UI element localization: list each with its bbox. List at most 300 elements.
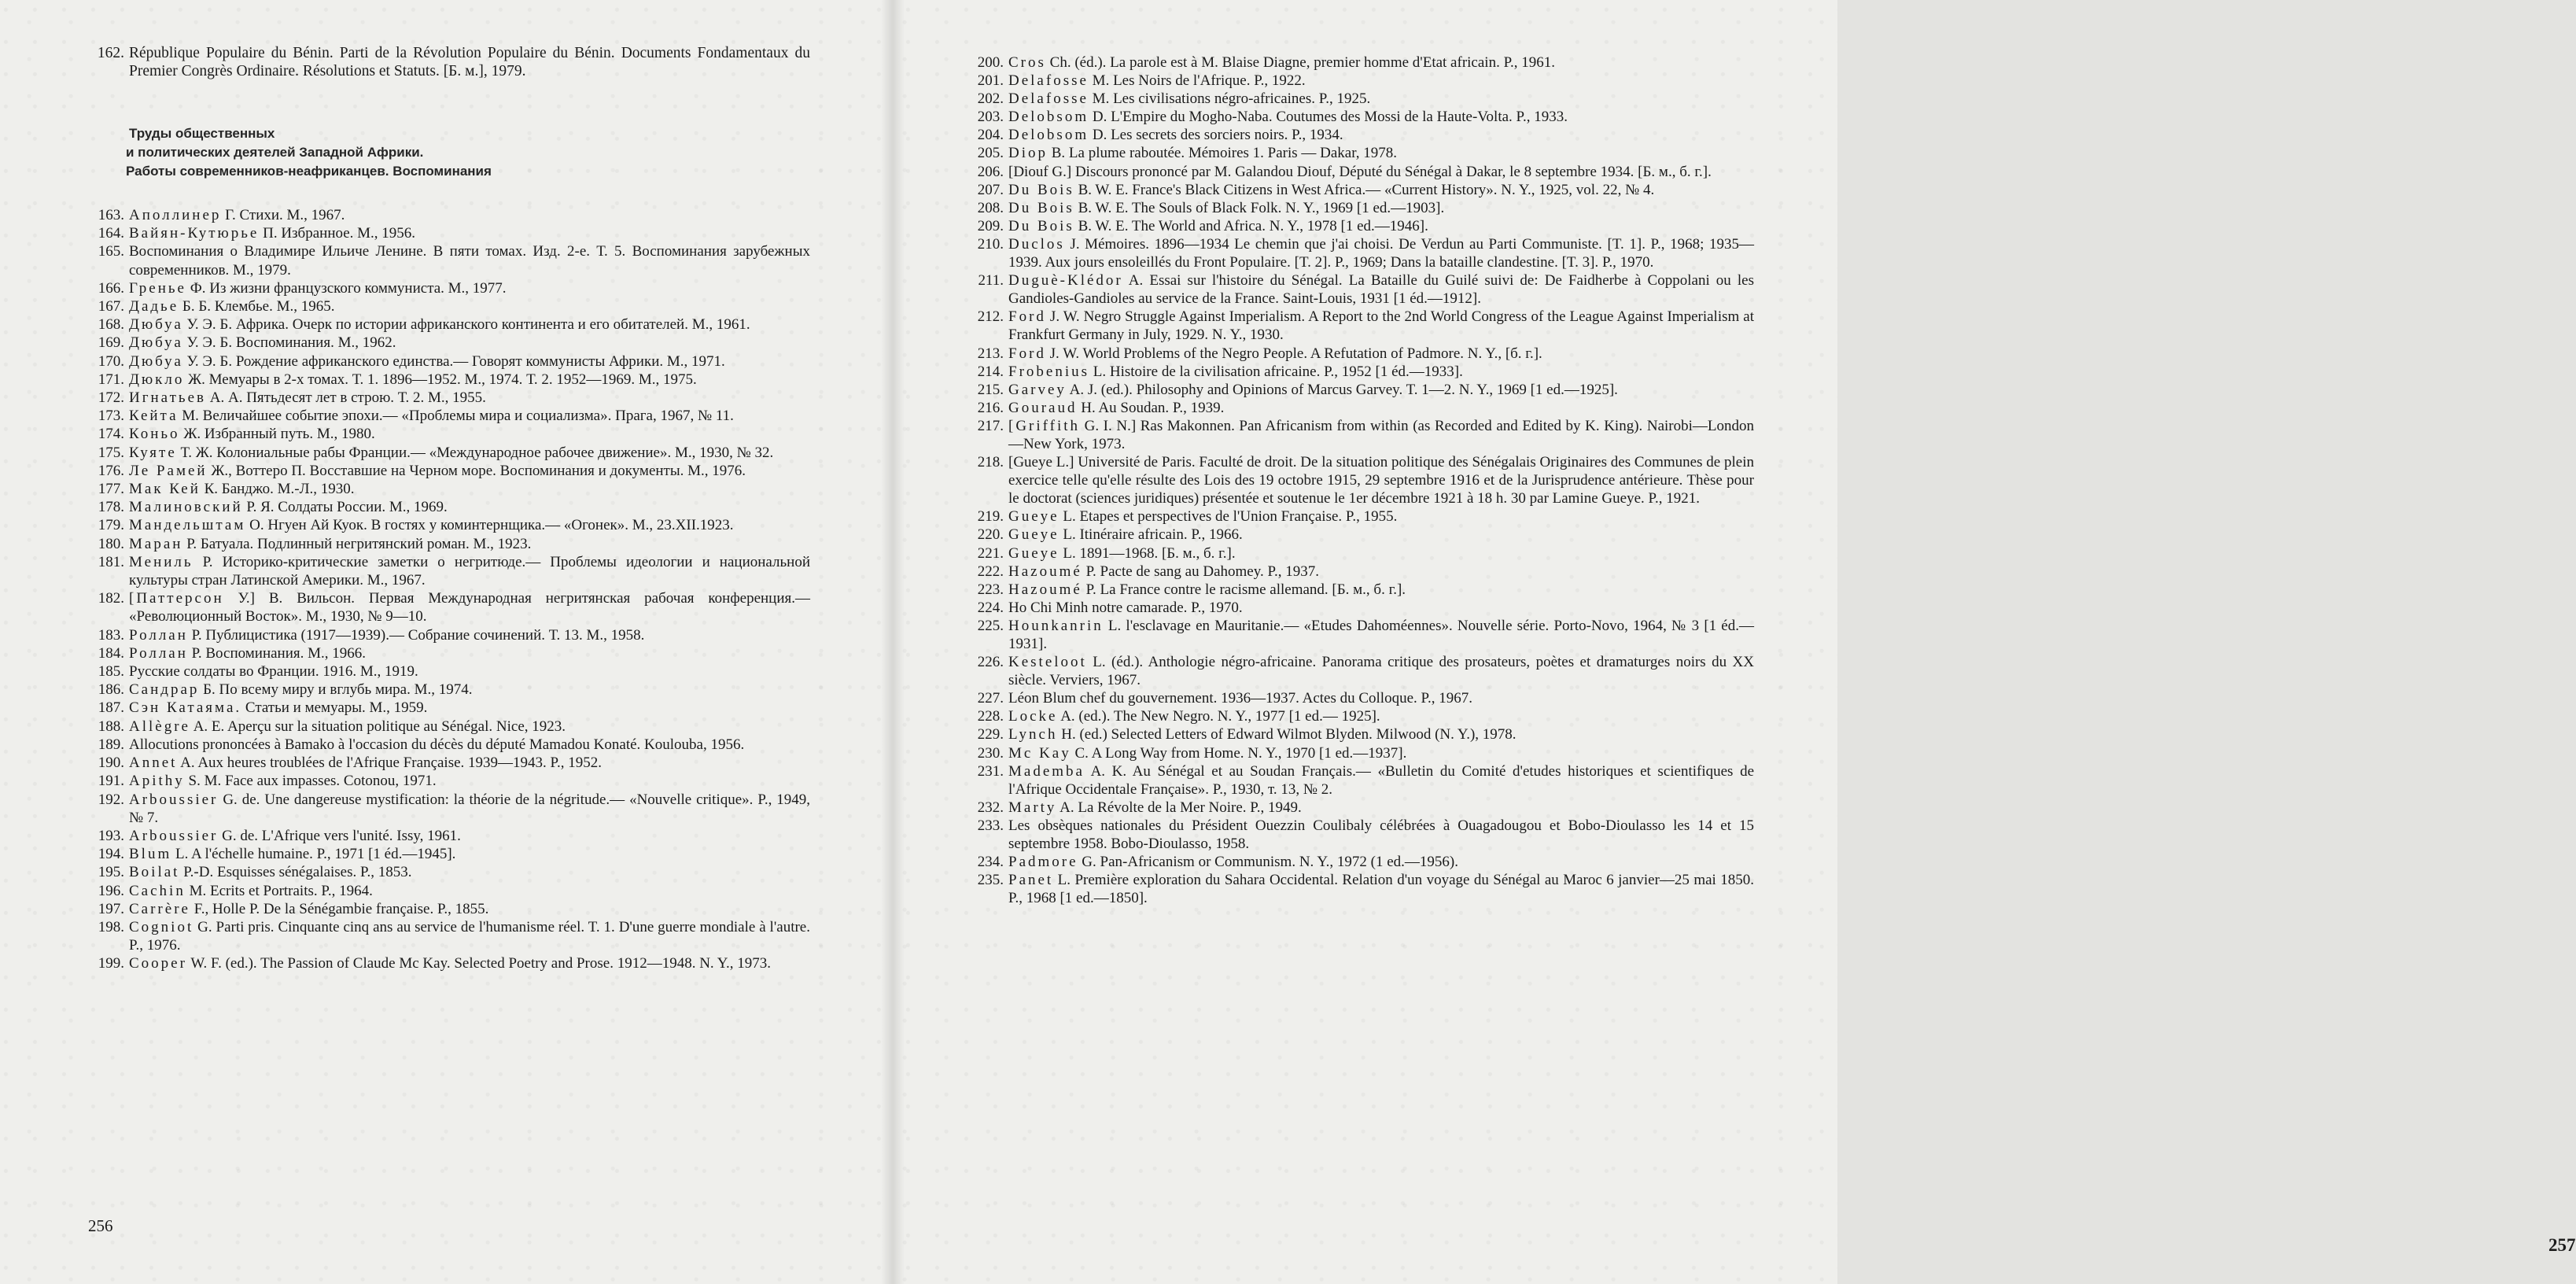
entry-body [129, 626, 810, 644]
entry-body [1008, 271, 1754, 308]
bibliography-entry [967, 308, 1754, 344]
bibliography-entry [88, 863, 810, 881]
entry-text: Воспоминания о Владимире Ильиче Ленине. В пяти томах. Изд. 2-е. Т. 5. Воспоминания зарубежных современников. М., 1979. [129, 243, 810, 279]
entry-author: Роллан [129, 626, 188, 644]
entry-text: D. Les secrets des sorciers noirs. P., 1934. [1092, 127, 1343, 144]
entry-author: Игнатьев [129, 389, 206, 407]
entry-author: Boilat [129, 864, 180, 881]
entry-text: A. E. Aperçu sur la situation politique au Sénégal. Nice, 1923. [193, 718, 566, 735]
entry-text: Статьи и мемуары. М., 1959. [245, 699, 428, 717]
entry-author: Du Bois [1008, 217, 1074, 234]
entry-text: A. Aux heures troublées de l'Afrique Française. 1939—1943. P., 1952. [180, 755, 602, 772]
bibliography-entry [88, 407, 810, 425]
entry-author: Duclos [1008, 235, 1065, 253]
entry-body [129, 224, 810, 242]
entry-text: H. Au Soudan. P., 1939. [1081, 399, 1225, 416]
bibliography-entry [967, 199, 1754, 217]
entry-author: [Паттерсон [129, 590, 224, 607]
entry-text: A. Essai sur l'histoire du Sénégal. La Bataille du Guilé suivi de: De Faidherbe à Coppolani ou les Gandioles-Gandioles au service de la France. Saint-Louis, 1931 [1 éd.—1912]. [1008, 272, 1755, 308]
entry-number: 171. [98, 371, 124, 388]
entry-author: Аполлинер [129, 207, 222, 223]
entry-body [1008, 144, 1754, 162]
entry-author: Гренье [129, 279, 186, 297]
entry-number: 189. [98, 736, 124, 753]
entry-text: G. Pan-Africanism or Communism. N. Y., 1972 (1 ed.—1956). [1082, 854, 1458, 871]
entry-author: Вайян-Кутюрье [129, 225, 260, 242]
entry-body [1008, 707, 1754, 725]
bibliography-entry [967, 108, 1754, 126]
entry-body [1008, 453, 1754, 507]
entry-author: Мак Кей [129, 481, 201, 498]
entry-number: 223. [977, 581, 1004, 598]
entry-body [1008, 581, 1754, 599]
entry-number: 206. [977, 163, 1004, 180]
bibliography-entry [967, 54, 1754, 72]
entry-body [129, 772, 810, 790]
bibliography-entry [967, 235, 1754, 271]
entry-text: [Diouf G.] Discours prononcé par M. Galandou Diouf, Député du Sénégal à Dakar, le 8 septembre 1934. [Б. м., б. г.]. [1008, 163, 1712, 180]
bibliography-entry [88, 827, 810, 845]
entry-body [1008, 217, 1754, 235]
entry-number: 170. [98, 352, 124, 370]
entry-text: P.-D. Esquisses sénégalaises. P., 1853. [183, 864, 412, 881]
entry-text: [Gueye L.] Université de Paris. Faculté de droit. De la situation politique des Sénégalais Originaires des Communes de plein exercice telle qu'elle résulte des Lois des 19 octobre 1915, 29 septembre 1916 et de la Jurisprudence antérieure. Thèse pour le doctorat (sciences juridiques) présentée et soutenue le 1er décembre 1921 à 18 h. 30 par Lamine Gueye. P., 1921. [1008, 454, 1754, 507]
entry-body [129, 589, 810, 625]
entry-author: Garvey [1008, 381, 1067, 398]
entry-number: 230. [977, 744, 1004, 762]
entry-text: П. Избранное. М., 1956. [263, 225, 416, 242]
bibliography-entry [967, 744, 1754, 762]
entry-body [1008, 507, 1754, 526]
entry-body [1008, 526, 1754, 544]
entry-number: 214. [977, 363, 1004, 380]
entry-number: 185. [98, 663, 124, 681]
entry-text: У.] В. Вильсон. Первая Международная негритянская рабочая конференция.— «Революционный Восток». М., 1930, № 9—10. [129, 590, 811, 625]
entry-number: 191. [98, 773, 124, 790]
entry-number: 169. [98, 334, 124, 352]
entry-text: L. (éd.). Anthologie négro-africaine. Panorama critique des prosateurs, poètes et dramaturges noirs du XX siècle. Verviers, 1967. [1008, 654, 1754, 689]
entry-author: Куяте [129, 444, 177, 461]
entry-author: Сэн Катаяма. [129, 699, 242, 717]
bibliography-entry [88, 681, 810, 699]
entry-author: Hazoumé [1008, 563, 1082, 580]
entry-number: 231. [977, 762, 1004, 780]
entry-body [129, 462, 810, 480]
entry-number: 220. [977, 526, 1004, 544]
entry-author: Lynch [1008, 726, 1058, 743]
bibliography-entry [967, 707, 1754, 725]
entry-number: 199. [98, 955, 124, 972]
entry-number: 190. [98, 755, 124, 772]
bibliography-entry [967, 762, 1754, 799]
entry-number: 175. [98, 444, 124, 461]
entry-number: 221. [977, 544, 1004, 562]
bibliography-entry [967, 799, 1754, 817]
bibliography-list [88, 44, 810, 80]
entry-body [1008, 617, 1754, 653]
entry-text: А. А. Пятьдесят лет в строю. Т. 2. М., 1955. [209, 389, 486, 407]
bibliography-entry [967, 381, 1754, 399]
bibliography-entry [967, 544, 1754, 563]
entry-number: 229. [977, 726, 1004, 743]
bibliography-entry [88, 626, 810, 644]
entry-body [1008, 163, 1754, 181]
entry-author: Du Bois [1008, 181, 1074, 198]
entry-author: Коньо [129, 426, 180, 443]
entry-text: Р. Воспоминания. М., 1966. [191, 644, 367, 662]
entry-body [129, 407, 810, 425]
entry-author: Роллан [129, 644, 188, 662]
bibliography-entry [88, 242, 810, 279]
entry-body [129, 791, 810, 827]
entry-text: J. Mémoires. 1896—1934 Le chemin que j'ai choisi. De Verdun au Parti Communiste. [T. 1]. P., 1968; 1935—1939. Aux jours ensoleillés du Front Populaire. [T. 2]. P., 1969; Dans la bataille clandestine. [T. 3]. P., 1970. [1008, 235, 1755, 271]
entry-text: S. M. Face aux impasses. Cotonou, 1971. [188, 773, 437, 790]
entry-body [1008, 181, 1754, 199]
entry-text: Ch. (éd.). La parole est à M. Blaise Diagne, premier homme d'Etat africain. P., 1961. [1049, 54, 1556, 71]
bibliography-entry [967, 599, 1754, 617]
bibliography-list [88, 206, 810, 973]
entry-number: 216. [977, 399, 1004, 416]
entry-text: G. Parti pris. Cinquante cinq ans au service de l'humanisme réel. T. 1. D'une guerre mondiale à l'autre. P., 1976. [129, 918, 810, 954]
entry-text: L. 1891—1968. [Б. м., б. г.]. [1063, 544, 1236, 562]
entry-author: Gueye [1008, 508, 1060, 526]
book-gutter [881, 0, 905, 1284]
entry-text: Р. Я. Солдаты России. М., 1969. [246, 499, 448, 516]
entry-body [129, 644, 810, 662]
entry-text: К. Банджо. М.-Л., 1930. [204, 481, 355, 498]
entry-text: Т. Ж. Колониальные рабы Франции.— «Международное рабочее движение». М., 1930, № 32. [180, 444, 774, 461]
entry-text: L. Histoire de la civilisation africaine. P., 1952 [1 éd.—1933]. [1093, 363, 1463, 380]
entry-body [129, 662, 810, 681]
right-page [905, 0, 2576, 1284]
entry-text: Ho Chi Minh notre camarade. P., 1970. [1008, 599, 1243, 616]
entry-author: Delobsom [1008, 109, 1089, 126]
entry-author: Annet [129, 755, 178, 772]
entry-number: 178. [98, 499, 124, 516]
bibliography-entry [967, 817, 1754, 853]
entry-body [1008, 199, 1754, 217]
bibliography-entry [967, 653, 1754, 689]
entry-number: 213. [977, 345, 1004, 362]
entry-number: 163. [98, 207, 124, 223]
entry-text: L. A l'échelle humaine. P., 1971 [1 éd.—1945]. [175, 846, 456, 863]
entry-number: 196. [98, 882, 124, 899]
entry-author: Marty [1008, 799, 1057, 816]
entry-text: B. W. E. The World and Africa. N. Y., 1978 [1 ed.—1946]. [1078, 217, 1428, 234]
bibliography-entry [88, 315, 810, 334]
entry-number: 232. [977, 799, 1004, 816]
bibliography-entry [88, 44, 810, 80]
entry-body [1008, 345, 1754, 363]
bibliography-entry [88, 845, 810, 863]
entry-number: 168. [98, 316, 124, 334]
entry-number: 212. [977, 308, 1004, 326]
entry-number: 215. [977, 381, 1004, 398]
entry-body [1008, 599, 1754, 617]
section-heading-line: и политических деятелей Западной Африки. [126, 145, 424, 160]
entry-text: A. (ed.). The New Negro. N. Y., 1977 [1 ed.— 1925]. [1060, 708, 1380, 725]
entry-body [1008, 563, 1754, 581]
entry-number: 164. [98, 225, 124, 242]
entry-number: 188. [98, 718, 124, 735]
entry-number: 217. [977, 417, 1004, 434]
bibliography-entry [967, 217, 1754, 235]
entry-text: L. l'esclavage en Mauritanie.— «Etudes Dahoméennes». Nouvelle série. Porto-Novo, 1964, № 3 [1 éd.—1931]. [1008, 617, 1754, 652]
bibliography-entry [88, 371, 810, 389]
entry-text: L. Itinéraire africain. P., 1966. [1063, 526, 1243, 544]
entry-body [1008, 689, 1754, 707]
entry-body [129, 444, 810, 462]
entry-number: 194. [98, 846, 124, 863]
entry-body [1008, 871, 1754, 907]
entry-text: У. Э. Б. Воспоминания. М., 1962. [186, 334, 396, 352]
entry-text: W. F. (ed.). The Passion of Claude Mc Kay. Selected Poetry and Prose. 1912—1948. N. Y., 1973. [190, 955, 771, 972]
bibliography-entry [967, 72, 1754, 90]
entry-author: Arboussier [129, 791, 219, 808]
entry-number: 165. [98, 243, 124, 260]
entry-number: 172. [98, 389, 124, 407]
entry-number: 222. [977, 563, 1004, 580]
entry-number: 180. [98, 535, 124, 552]
entry-number: 162. [97, 45, 124, 61]
entry-body [129, 699, 810, 717]
bibliography-entry [967, 163, 1754, 181]
entry-body [1008, 235, 1754, 271]
entry-number: 166. [98, 279, 124, 297]
entry-author: Kesteloot [1008, 654, 1087, 671]
bibliography-entry [88, 352, 810, 371]
bibliography-entry [88, 644, 810, 662]
bibliography-entry [88, 589, 810, 625]
entry-body [1008, 399, 1754, 417]
bibliography-entry [88, 224, 810, 242]
entry-text: Les obsèques nationales du Président Ouezzin Coulibaly célébrées à Ouagadougou et Bobo-Dioulasso les 14 et 15 septembre 1958. Bobo-Dioulasso, 1958. [1008, 817, 1754, 853]
entry-body [129, 918, 810, 954]
entry-author: Arboussier [129, 827, 219, 844]
entry-text: D. L'Empire du Mogho-Naba. Coutumes des Mossi de la Haute-Volta. P., 1933. [1092, 109, 1568, 126]
entry-body [129, 480, 810, 498]
entry-number: 226. [977, 654, 1004, 671]
bibliography-entry [88, 480, 810, 498]
entry-body [129, 954, 810, 972]
entry-number: 182. [98, 590, 124, 607]
entry-body [129, 553, 810, 589]
entry-text: Ж. Избранный путь. М., 1980. [183, 426, 375, 443]
entry-author: Locke [1008, 708, 1058, 725]
bibliography-entry [88, 425, 810, 443]
bibliography-entry [967, 271, 1754, 308]
entry-body [129, 371, 810, 389]
entry-body [129, 516, 810, 534]
entry-number: 227. [977, 690, 1004, 707]
bibliography-entry [88, 954, 810, 972]
entry-body [1008, 308, 1754, 344]
entry-body [1008, 72, 1754, 90]
entry-body [129, 827, 810, 845]
entry-body [129, 736, 810, 754]
entry-body [1008, 725, 1754, 743]
entry-text: A. K. Au Sénégal et au Soudan Français.— «Bulletin du Comité d'etudes historiques et scientifiques de l'Afrique Occidentale Française». P., 1930, т. 13, № 2. [1008, 762, 1754, 798]
bibliography-entry [88, 444, 810, 462]
entry-number: 235. [977, 872, 1004, 889]
entry-author: Allègre [129, 718, 190, 735]
bibliography-entry [967, 363, 1754, 381]
entry-body [1008, 108, 1754, 126]
entry-body [129, 352, 810, 371]
entry-number: 197. [98, 900, 124, 917]
bibliography-entry [967, 181, 1754, 199]
entry-text: У. Э. Б. Африка. Очерк по истории африканского континента и его обитателей. М., 1961. [186, 316, 750, 334]
entry-number: 198. [98, 918, 124, 935]
bibliography-entry [88, 462, 810, 480]
entry-text: Ф. Из жизни французского коммуниста. М., 1977. [190, 279, 507, 297]
bibliography-entry [88, 206, 810, 224]
entry-text: Léon Blum chef du gouvernement. 1936—1937. Actes du Colloque. P., 1967. [1008, 690, 1472, 707]
entry-number: 219. [977, 508, 1004, 526]
entry-author: Ford [1008, 345, 1046, 362]
entry-text: Р. Публицистика (1917—1939).— Собрание сочинений. Т. 13. М., 1958. [191, 626, 645, 644]
bibliography-entry [88, 900, 810, 918]
bibliography-entry [88, 389, 810, 407]
entry-body [129, 882, 810, 900]
entry-body [129, 863, 810, 881]
entry-number: 183. [98, 626, 124, 644]
entry-body [1008, 817, 1754, 853]
entry-author: Carrère [129, 900, 190, 917]
entry-number: 181. [98, 553, 124, 570]
entry-body [1008, 762, 1754, 799]
entry-author: Gueye [1008, 544, 1060, 562]
bibliography-entry [967, 526, 1754, 544]
entry-body [1008, 363, 1754, 381]
entry-body [129, 845, 810, 863]
entry-text: Б. Б. Клембье. М., 1965. [182, 298, 335, 315]
entry-number: 204. [977, 127, 1004, 144]
entry-author: Delobsom [1008, 127, 1089, 144]
entry-text: Р. Батуала. Подлинный негритянский роман. М., 1923. [186, 535, 532, 552]
entry-number: 201. [977, 72, 1004, 90]
entry-number: 184. [98, 644, 124, 662]
entry-author: Padmore [1008, 854, 1078, 871]
bibliography-entry [967, 617, 1754, 653]
entry-text: A. J. (ed.). Philosophy and Opinions of Marcus Garvey. T. 1—2. N. Y., 1969 [1 ed.—1925]. [1069, 381, 1618, 398]
entry-text: У. Э. Б. Рождение африканского единства.— Говорят коммунисты Африки. М., 1971. [186, 352, 725, 370]
entry-text: G. de. L'Afrique vers l'unité. Issy, 1961. [222, 827, 461, 844]
entry-number: 195. [98, 864, 124, 881]
bibliography-entry [88, 334, 810, 352]
entry-body [1008, 126, 1754, 144]
entry-body [129, 334, 810, 352]
entry-author: Мениль [129, 553, 193, 570]
entry-body [1008, 90, 1754, 108]
entry-number: 218. [977, 454, 1004, 471]
bibliography-entry [88, 772, 810, 790]
entry-text: F., Holle P. De la Sénégambie française. P., 1855. [193, 900, 489, 917]
section-heading-line: Работы современников-неафриканцев. Воспоминания [126, 164, 492, 179]
entry-author: Frobenius [1008, 363, 1089, 380]
bibliography-entry [967, 563, 1754, 581]
entry-body [129, 44, 810, 80]
entry-text: Ж., Воттеро П. Восставшие на Черном море. Воспоминания и документы. М., 1976. [211, 462, 746, 479]
entry-number: 179. [98, 517, 124, 534]
entry-author: Mademba [1008, 762, 1085, 780]
entry-text: М. Величайшее событие эпохи.— «Проблемы мира и социализма». Прага, 1967, № 11. [182, 408, 734, 425]
entry-text: P. La France contre le racisme allemand. [Б. м., б. г.]. [1085, 581, 1406, 598]
entry-text: M. Les Noirs de l'Afrique. P., 1922. [1092, 72, 1306, 90]
entry-text: L. Etapes et perspectives de l'Union Française. P., 1955. [1063, 508, 1398, 526]
bibliography-entry [88, 516, 810, 534]
bibliography-entry [88, 662, 810, 681]
bibliography-entry [967, 581, 1754, 599]
entry-body [129, 754, 810, 772]
entry-author: Duguè-Klédor [1008, 272, 1123, 290]
section-heading [126, 124, 676, 181]
bibliography-entry [967, 853, 1754, 871]
entry-author: Сандрар [129, 681, 200, 699]
bibliography-entry [88, 297, 810, 315]
entry-author: Дадье [129, 298, 179, 315]
entry-body [129, 206, 810, 224]
entry-text: C. A Long Way from Home. N. Y., 1970 [1 ed.—1937]. [1074, 744, 1407, 762]
entry-body [129, 425, 810, 443]
entry-number: 234. [977, 854, 1004, 871]
bibliography-entry [967, 725, 1754, 743]
bibliography-entry [967, 399, 1754, 417]
entry-body [129, 535, 810, 553]
entry-author: Diop [1008, 145, 1048, 162]
entry-author: Mc Kay [1008, 744, 1071, 762]
entry-number: 203. [977, 109, 1004, 126]
entry-author: Gueye [1008, 526, 1060, 544]
entry-number: 210. [977, 235, 1004, 253]
entry-author: Кейта [129, 408, 179, 425]
entry-body [1008, 744, 1754, 762]
bibliography-entry [88, 553, 810, 589]
entry-number: 228. [977, 708, 1004, 725]
entry-number: 225. [977, 617, 1004, 634]
entry-text: A. La Révolte de la Mer Noire. P., 1949. [1060, 799, 1302, 816]
page-number: 257 [2548, 1235, 2576, 1255]
entry-number: 202. [977, 90, 1004, 108]
entry-number: 193. [98, 827, 124, 844]
entry-number: 207. [977, 181, 1004, 198]
entry-body [129, 279, 810, 297]
entry-text: Allocutions prononcées à Bamako à l'occasion du décès du député Mamadou Konaté. Koulouba, 1956. [129, 736, 745, 753]
bibliography-entry [967, 417, 1754, 453]
entry-text: J. W. Negro Struggle Against Imperialism. A Report to the 2nd World Congress of the League Against Imperialism at Frankfurt Germany in July, 1929. N. Y., 1930. [1008, 308, 1755, 344]
entry-author: Blum [129, 846, 172, 863]
entry-text: M. Les civilisations négro-africaines. P., 1925. [1092, 90, 1371, 108]
bibliography-list [967, 54, 1754, 907]
entry-author: Du Bois [1008, 199, 1074, 216]
bibliography-entry [88, 718, 810, 736]
entry-author: Panet [1008, 872, 1054, 889]
entry-body [1008, 54, 1754, 72]
entry-number: 176. [98, 462, 124, 479]
entry-author: Ле Рамей [129, 462, 208, 479]
entry-text: Г. Стихи. М., 1967. [225, 207, 345, 223]
entry-text: Б. По всему миру и вглубь мира. М., 1974. [203, 681, 473, 699]
bibliography-entry [88, 736, 810, 754]
entry-author: Apithy [129, 773, 185, 790]
entry-text: G. I. N.] Ras Makonnen. Pan Africanism from within (as Recorded and Edited by K. King). Nairobi—London—New York, 1973. [1008, 417, 1754, 452]
entry-body [129, 900, 810, 918]
entry-author: Gouraud [1008, 399, 1078, 416]
entry-text: L. Première exploration du Sahara Occidental. Relation d'un voyage du Sénégal au Maroc 6 janvier—25 mai 1850. P., 1968 [1 ed.—1850]. [1008, 872, 1754, 907]
entry-number: 208. [977, 199, 1004, 216]
bibliography-entry [967, 345, 1754, 363]
entry-number: 224. [977, 599, 1004, 616]
